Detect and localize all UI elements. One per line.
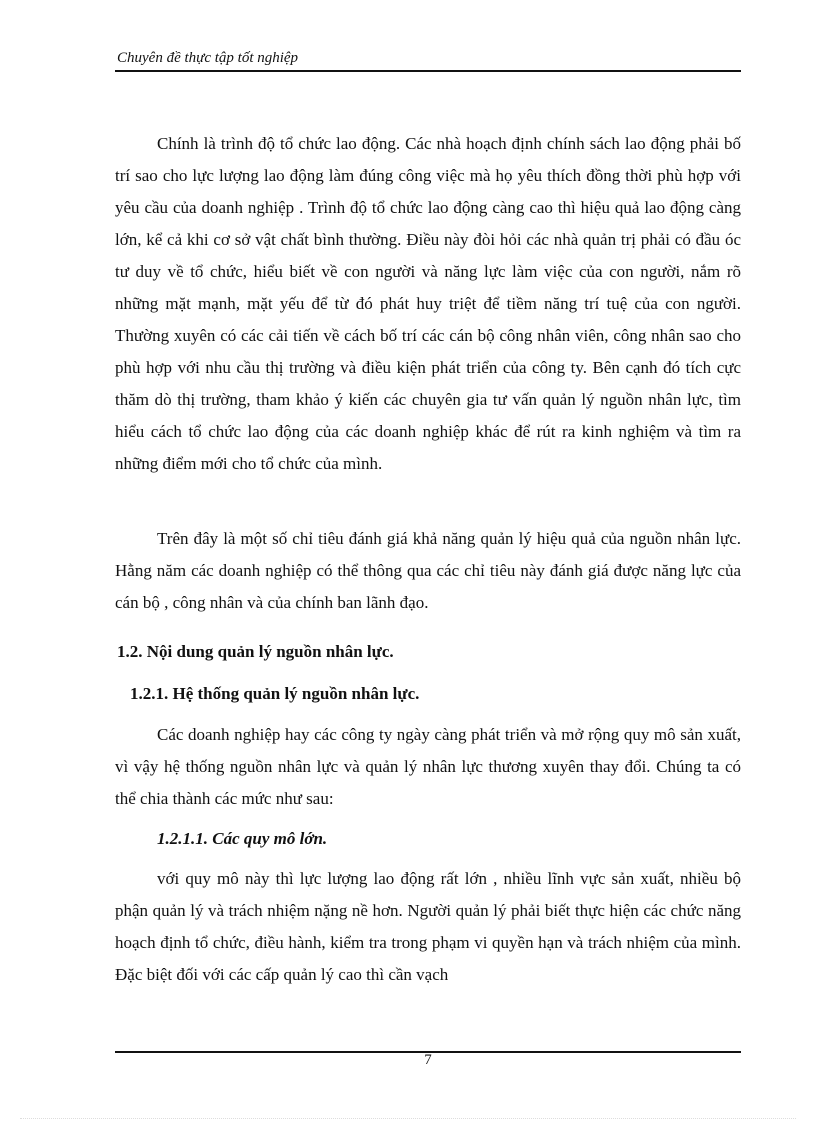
running-header: Chuyên đề thực tập tốt nghiệp [117,50,299,66]
section-heading-1-2-1: 1.2.1. Hệ thống quản lý nguồn nhân lực. [130,684,420,703]
paragraph-large-scale: với quy mô này thì lực lượng lao động rất lớn , nhiều lĩnh vực sản xuất, nhiều bộ phận quản lý và trách nhiệm nặng nề hơn. Người quản lý phải biết thực hiện các chức năng hoạch định tổ chức, điều hành, kiểm tra trong phạm vi quyền hạn và trách nhiệm của mình. Đặc biệt đối với các cấp quản lý cao thì cần vạch [115,869,741,984]
page-edge-divider [20,1118,796,1119]
paragraph-labor-organization: Chính là trình độ tổ chức lao động. Các nhà hoạch định chính sách lao động phải bố trí sao cho lực lượng lao động làm đúng công việc mà họ yêu thích đồng thời phù hợp với yêu cầu của doanh nghiệp . Trình độ tổ chức lao động càng cao thì hiệu quả lao động càng lớn, kể cả khi cơ sở vật chất bình thường. Điều này đòi hỏi các nhà quản trị phải có đầu óc tư duy về tổ chức, hiểu biết về con người và năng lực làm việc của con người, nắm rõ những mặt mạnh, mặt yếu để từ đó phát huy triệt để tiềm năng trí tuệ của con người. Thường xuyên có các cải tiến về cách bố trí các cán bộ công nhân viên, công nhân sao cho phù hợp với nhu cầu thị trường và điều kiện phát triển của công ty. Bên cạnh đó tích cực thăm dò thị trường, tham khảo ý kiến các chuyên gia tư vấn quản lý nguồn nhân lực, tìm hiểu cách tổ chức lao động của các doanh nghiệp khác để rút ra kinh nghiệm và tìm ra những điểm mới cho tổ chức của mình. [115,134,741,473]
page-number: 7 [424,1052,432,1068]
section-heading-1-2: 1.2. Nội dung quản lý nguồn nhân lực. [117,642,394,661]
paragraph-evaluation-summary: Trên đây là một số chỉ tiêu đánh giá khả năng quản lý hiệu quả của nguồn nhân lực. Hằng năm các doanh nghiệp có thể thông qua các chỉ tiêu này đánh giá được năng lực của cán bộ , công nhân và của chính ban lãnh đạo. [115,529,741,612]
paragraph-hr-system: Các doanh nghiệp hay các công ty ngày càng phát triển và mở rộng quy mô sản xuất, vì vậy hệ thống nguồn nhân lực và quản lý nhân lực thương xuyên thay đổi. Chúng ta có thể chia thành các mức như sau: [115,725,741,808]
header-divider [115,70,741,72]
section-heading-1-2-1-1: 1.2.1.1. Các quy mô lớn. [157,829,328,848]
